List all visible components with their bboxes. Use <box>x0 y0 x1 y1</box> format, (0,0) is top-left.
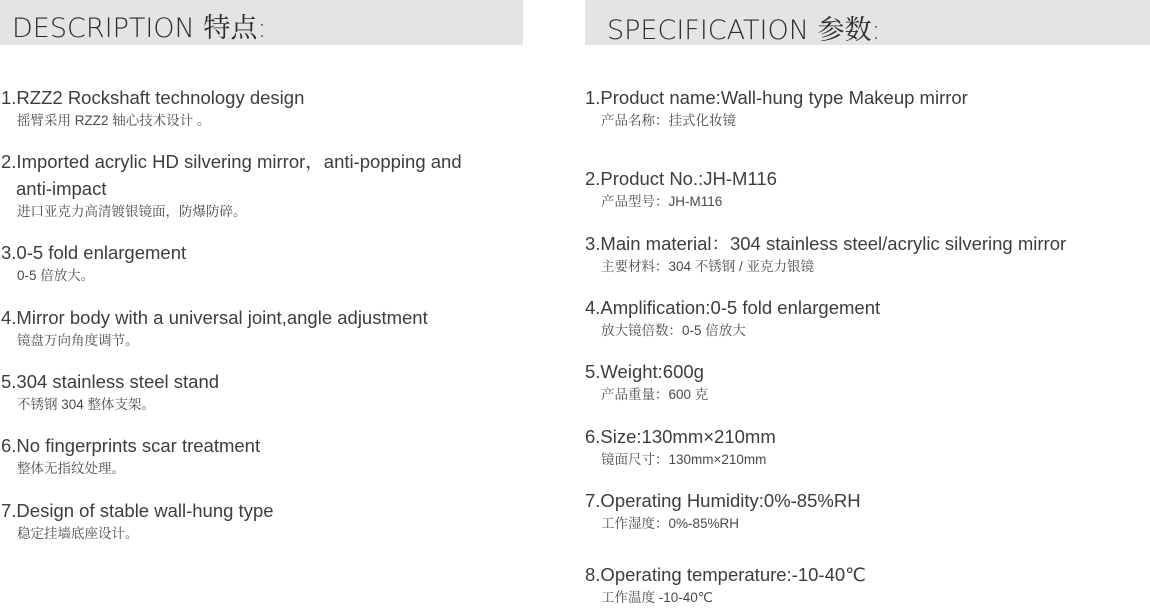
specification-header <box>585 0 1150 45</box>
description-item <box>1 148 462 222</box>
item-english: 2.Imported acrylic HD silvering mirror，anti-popping and <box>1 151 462 172</box>
item-english: 4.Amplification:0-5 fold enlargement <box>585 297 881 318</box>
item-chinese: 镜盘万向角度调节。 <box>17 333 139 348</box>
description-item <box>1 84 304 131</box>
item-english: 4.Mirror body with a universal joint,angle adjustment <box>1 307 428 328</box>
item-english: 7.Design of stable wall-hung type <box>1 500 274 521</box>
description-item <box>1 368 219 415</box>
specification-item <box>585 358 708 405</box>
item-chinese: 整体无指纹处理。 <box>17 461 125 476</box>
item-chinese: 工作温度 -10-40℃ <box>601 590 713 605</box>
description-item <box>1 304 428 351</box>
item-chinese: 进口亚克力高清镀银镜面，防爆防碎。 <box>17 204 247 219</box>
item-english: 8.Operating temperature:-10-40℃ <box>585 564 866 585</box>
item-english: 2.Product No.:JH-M116 <box>585 168 777 189</box>
item-chinese: 镜面尺寸：130mm×210mm <box>601 452 767 467</box>
description-header <box>0 0 523 45</box>
item-chinese: 放大镜倍数：0-5 倍放大 <box>601 323 746 338</box>
item-english-continued: anti-impact <box>16 178 107 199</box>
specification-item <box>585 165 777 212</box>
item-chinese: 产品重量：600 克 <box>601 387 709 402</box>
specification-title: SPECIFICATION 参数: <box>607 15 881 46</box>
item-english: 1.RZZ2 Rockshaft technology design <box>1 87 305 108</box>
description-title: DESCRIPTION 特点: <box>12 13 267 44</box>
specification-item <box>585 84 968 131</box>
description-item <box>1 239 186 286</box>
item-english: 3.0-5 fold enlargement <box>1 242 187 263</box>
specification-item <box>585 561 866 608</box>
description-item <box>1 497 274 544</box>
item-chinese: 不锈钢 304 整体支架。 <box>17 397 156 412</box>
item-chinese: 0-5 倍放大。 <box>17 268 95 283</box>
specification-item <box>585 423 776 470</box>
item-english: 5.Weight:600g <box>585 361 704 382</box>
item-chinese: 稳定挂墙底座设计。 <box>17 526 139 541</box>
item-english: 7.Operating Humidity:0%-85%RH <box>585 490 861 511</box>
item-chinese: 工作湿度：0%-85%RH <box>601 516 740 531</box>
item-english: 3.Main material：304 stainless steel/acrylic silvering mirror <box>585 233 1067 254</box>
description-item <box>1 432 260 479</box>
item-english: 6.Size:130mm×210mm <box>585 426 776 447</box>
item-chinese: 产品型号：JH-M116 <box>601 194 723 209</box>
item-english: 6.No fingerprints scar treatment <box>1 435 261 456</box>
item-english: 5.304 stainless steel stand <box>1 371 220 392</box>
item-chinese: 主要材料：304 不锈钢 / 亚克力银镜 <box>601 259 815 274</box>
item-english: 1.Product name:Wall-hung type Makeup mirror <box>585 87 968 108</box>
item-chinese: 摇臂采用 RZZ2 轴心技术设计 。 <box>17 113 211 128</box>
specification-item <box>585 487 861 534</box>
specification-item <box>585 294 880 341</box>
item-chinese: 产品名称：挂式化妆镜 <box>601 113 736 128</box>
specification-item <box>585 230 1066 277</box>
